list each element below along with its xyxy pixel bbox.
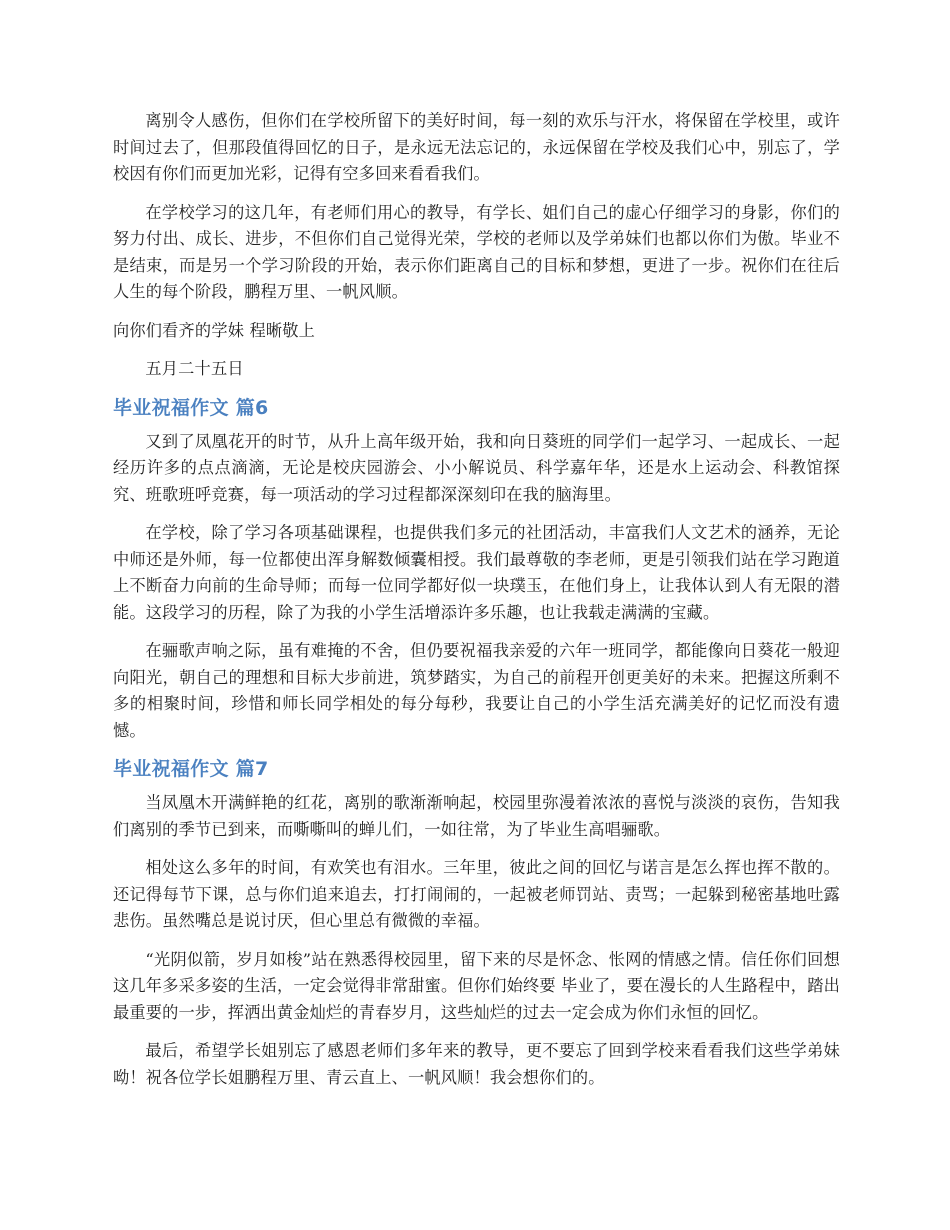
section6-paragraph-1: 又到了凤凰花开的时节，从升上高年级开始，我和向日葵班的同学们一起学习、一起成长、一起经历许多的点点滴滴，无论是校庆园游会、小小解说员、科学嘉年华，还是水上运动会、科教馆探究、班歌班呼竞赛，每一项活动的学习过程都深深刻印在我的脑海里。 (113, 431, 840, 504)
section-heading-7: 毕业祝福作文 篇7 (113, 758, 269, 780)
section7-paragraph-4: 最后，希望学长姐别忘了感恩老师们多年来的教导，更不要忘了回到学校来看看我们这些学弟妹呦！祝各位学长姐鹏程万里、青云直上、一帆风顺！我会想你们的。 (113, 1041, 840, 1087)
section7-paragraph-1: 当凤凰木开满鲜艳的红花，离别的歌渐渐响起，校园里弥漫着浓浓的喜悦与淡淡的哀伤，告知我们离别的季节已到来，而嘶嘶叫的蝉儿们，一如往常，为了毕业生高唱骊歌。 (113, 793, 840, 839)
section7-paragraph-2: 相处这么多年的时间，有欢笑也有泪水。三年里，彼此之间的回忆与诺言是怎么挥也挥不散的。还记得每节下课，总与你们追来追去，打打闹闹的，一起被老师罚站、责骂；一起躲到秘密基地吐露悲伤。虽然嘴总是说讨厌，但心里总有微微的幸福。 (113, 858, 840, 930)
document-page (113, 108, 840, 1103)
section6-paragraph-2: 在学校，除了学习各项基础课程，也提供我们多元的社团活动，丰富我们人文艺术的涵养，无论中师还是外师，每一位都使出浑身解数倾囊相授。我们最尊敬的李老师，更是引领我们站在学习跑道上不断奋力向前的生命导师；而每一位同学都好似一块璞玉，在他们身上，让我体认到人有无限的潜能。这段学习的历程，除了为我的小学生活增添许多乐趣，也让我载走满满的宝藏。 (113, 523, 840, 622)
date-line: 五月二十五日 (145, 359, 244, 378)
section7-paragraph-3: “光阴似箭，岁月如梭”站在熟悉得校园里，留下来的尽是怀念、怅网的情感之情。信任你们回想这几年多采多姿的生活，一定会觉得非常甜蜜。但你们始终要 毕业了，要在漫长的人生路程中，踏出最重要的一步，挥洒出黄金灿烂的青春岁月，这些灿烂的过去一定会成为你们永恒的回忆。 (113, 949, 840, 1022)
intro-paragraph-1: 离别令人感伤，但你们在学校所留下的美好时间，每一刻的欢乐与汗水，将保留在学校里，或许时间过去了，但那段值得回忆的日子，是永远无法忘记的，永远保留在学校及我们心中，别忘了，学校因有你们而更加光彩，记得有空多回来看看我们。 (113, 111, 840, 183)
section-heading-6: 毕业祝福作文 篇6 (113, 396, 269, 419)
intro-paragraph-2: 在学校学习的这几年，有老师们用心的教导，有学长、姐们自己的虚心仔细学习的身影，你们的努力付出、成长、进步，不但你们自己觉得光荣，学校的老师以及学弟妹们也都以你们为傲。毕业不是结束，而是另一个学习阶段的开始，表示你们距离自己的目标和梦想，更进了一步。祝你们在往后人生的每个阶段，鹏程万里、一帆风顺。 (113, 202, 840, 301)
signature-line: 向你们看齐的学妹 程晰敬上 (113, 320, 315, 340)
section6-paragraph-3: 在骊歌声响之际，虽有难掩的不舍，但仍要祝福我亲爱的六年一班同学，都能像向日葵花一般迎向阳光，朝自己的理想和目标大步前进，筑梦踏实，为自己的前程开创更美好的未来。把握这所剩不多的相聚时间，珍惜和师长同学相处的每分每秒，我要让自己的小学生活充满美好的记忆而没有遗憾。 (113, 641, 840, 740)
